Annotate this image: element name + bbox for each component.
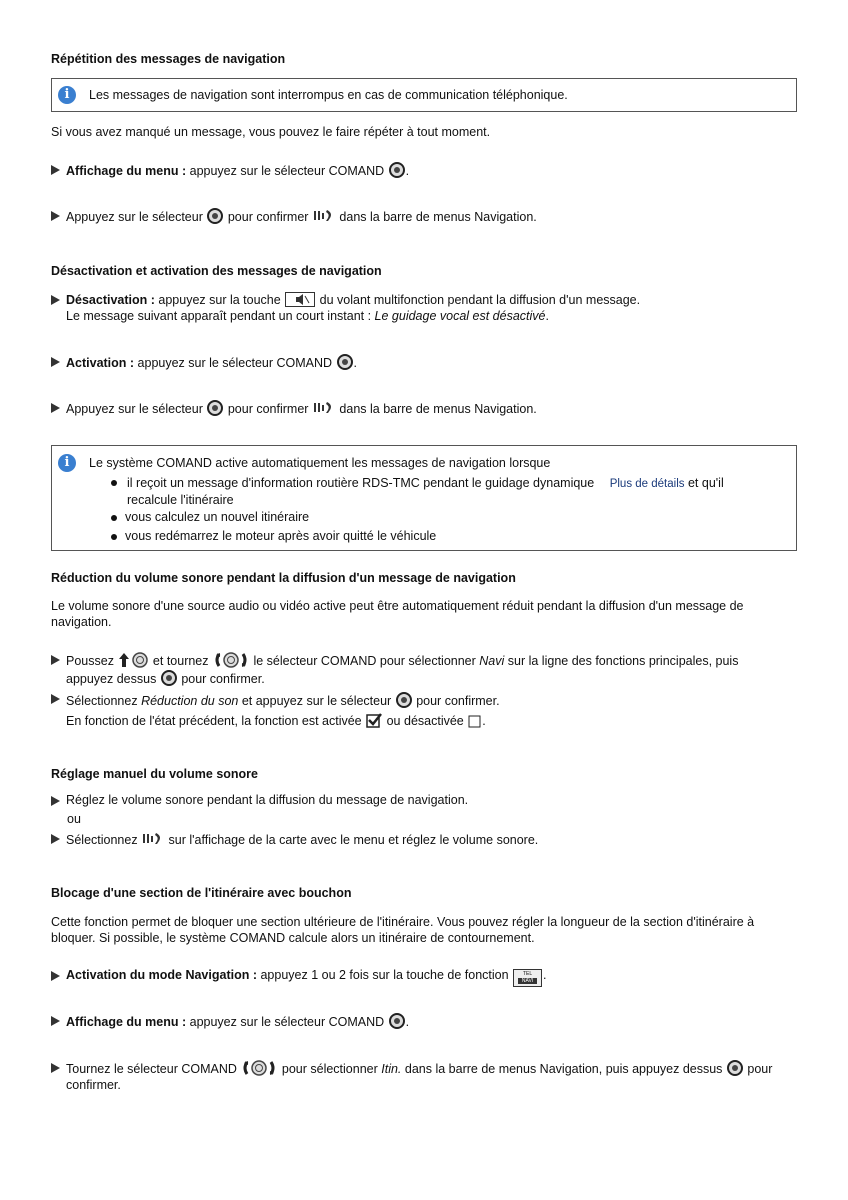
step-menu-display-2: Affichage du menu : appuyez sur le sélecteur COMAND . bbox=[51, 1013, 409, 1029]
step-menu-display: Affichage du menu : appuyez sur le sélecteur COMAND . bbox=[51, 162, 409, 178]
step-arrow-icon bbox=[51, 403, 60, 413]
step-arrow-icon bbox=[51, 165, 60, 175]
voice-speaker-icon bbox=[313, 400, 335, 416]
checkbox-checked-icon bbox=[366, 713, 382, 728]
checkbox-empty-icon bbox=[468, 715, 481, 728]
step-select-speaker: Sélectionnez sur l'affichage de la carte avec le menu et réglez le volume sonore. bbox=[51, 831, 538, 847]
step-arrow-icon bbox=[51, 655, 60, 665]
step-arrow-icon bbox=[51, 694, 60, 704]
comand-controller-press-icon bbox=[389, 1013, 405, 1029]
step-push-turn: Poussez et tournez le sélecteur COMAND pour sélectionner Navi sur la ligne des fonctions principales, puis appuyez dessus pour confirmer. bbox=[51, 652, 738, 688]
controller-push-up-icon bbox=[118, 652, 148, 668]
info-note-box bbox=[51, 78, 797, 112]
comand-controller-press-icon bbox=[727, 1060, 743, 1076]
step-arrow-icon bbox=[51, 971, 60, 981]
step-deactivation: Désactivation : appuyez sur la touche du volant multifonction pendant la diffusion d'un message. Le message suivant apparaît pendant un court instant : Le guidage vocal est désactivé. bbox=[51, 292, 640, 324]
comand-controller-press-icon bbox=[389, 162, 405, 178]
tel-navi-key-icon: TEL NAVI bbox=[513, 969, 542, 987]
info-note-box-auto-activation bbox=[51, 445, 797, 551]
voice-speaker-icon bbox=[142, 831, 164, 847]
section-heading-repetition: Répétition des messages de navigation bbox=[51, 52, 286, 66]
comand-controller-press-icon bbox=[207, 208, 223, 224]
comand-controller-press-icon bbox=[337, 354, 353, 370]
step-arrow-icon bbox=[51, 211, 60, 221]
info-icon: i bbox=[58, 86, 76, 104]
step-activation: Activation : appuyez sur le sélecteur COMAND . bbox=[51, 354, 357, 370]
step-arrow-icon bbox=[51, 295, 60, 305]
bullet bbox=[111, 534, 117, 540]
section-heading-volume-reduction: Réduction du volume sonore pendant la diffusion d'un message de navigation bbox=[51, 571, 516, 585]
paragraph: Le volume sonore d'une source audio ou vidéo active peut être automatiquement réduit pendant la diffusion d'un message de navigation. bbox=[51, 599, 744, 629]
voice-speaker-icon bbox=[313, 208, 335, 224]
section-heading-deactivation: Désactivation et activation des messages de navigation bbox=[51, 264, 382, 278]
step-arrow-icon bbox=[51, 796, 60, 806]
info-note-intro: Le système COMAND active automatiquement les messages de navigation lorsque bbox=[89, 456, 551, 470]
step-adjust-volume: Réglez le volume sonore pendant la diffusion du message de navigation. bbox=[51, 793, 468, 807]
list-item: il reçoit un message d'information routière RDS-TMC pendant le guidage dynamique Plus de détails et qu'il recalcule l'itinéraire bbox=[111, 475, 724, 508]
step-confirm-repeat: Appuyez sur le sélecteur pour confirmer dans la barre de menus Navigation. bbox=[51, 208, 537, 224]
section-heading-block-route: Blocage d'une section de l'itinéraire avec bouchon bbox=[51, 886, 352, 900]
step-arrow-icon bbox=[51, 1063, 60, 1073]
or-text: ou bbox=[67, 812, 81, 826]
comand-controller-press-icon bbox=[161, 670, 177, 686]
controller-turn-icon bbox=[213, 652, 249, 668]
step-confirm-activation: Appuyez sur le sélecteur pour confirmer dans la barre de menus Navigation. bbox=[51, 400, 537, 416]
list-item: vous redémarrez le moteur après avoir quitté le véhicule bbox=[111, 529, 436, 543]
more-details-link[interactable]: Plus de détails bbox=[609, 478, 685, 490]
paragraph: Cette fonction permet de bloquer une section ultérieure de l'itinéraire. Vous pouvez régler la longueur de la section d'itinéraire à bloquer. Si possible, le système COMAND calcule alors un itinéraire de contournement. bbox=[51, 915, 755, 945]
step-turn-select-route: Tournez le sélecteur COMAND pour sélectionner Itin. dans la barre de menus Navigation, puis appuyez dessus pour confirmer. bbox=[51, 1060, 772, 1093]
step-nav-mode: Activation du mode Navigation : appuyez 1 ou 2 fois sur la touche de fonction TEL NAVI . bbox=[51, 968, 547, 987]
comand-controller-press-icon bbox=[207, 400, 223, 416]
comand-controller-press-icon bbox=[396, 692, 412, 708]
bullet bbox=[111, 515, 117, 521]
step-arrow-icon bbox=[51, 357, 60, 367]
mute-steering-key-icon bbox=[285, 292, 315, 307]
paragraph: Si vous avez manqué un message, vous pouvez le faire répéter à tout moment. bbox=[51, 125, 491, 139]
section-heading-manual-volume: Réglage manuel du volume sonore bbox=[51, 767, 258, 781]
step-arrow-icon bbox=[51, 1016, 60, 1026]
list-item: vous calculez un nouvel itinéraire bbox=[111, 510, 309, 524]
controller-turn-icon bbox=[241, 1060, 277, 1076]
bullet bbox=[111, 480, 117, 486]
step-select-reduction: Sélectionnez Réduction du son et appuyez sur le sélecteur pour confirmer. En fonction de l'état précédent, la fonction est activée ou désactivée . bbox=[51, 691, 500, 731]
info-icon: i bbox=[58, 454, 76, 472]
step-arrow-icon bbox=[51, 834, 60, 844]
info-note-text: Les messages de navigation sont interrompus en cas de communication téléphonique. bbox=[89, 88, 568, 102]
